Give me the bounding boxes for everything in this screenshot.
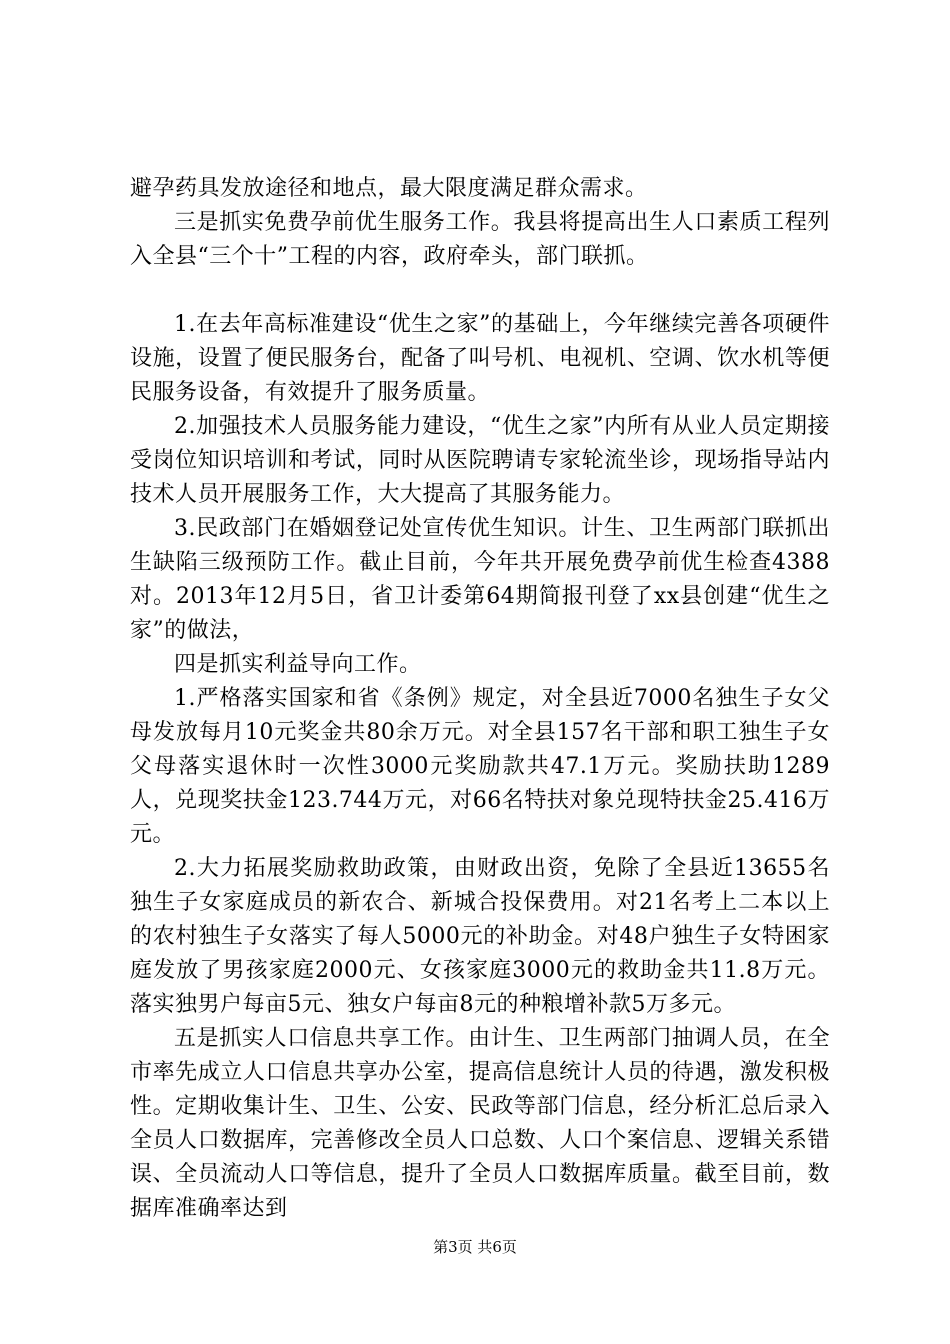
page-number-footer: 第3页 共6页 — [433, 1238, 517, 1256]
paragraph-section-four: 四是抓实利益导向工作。 — [174, 652, 422, 677]
paragraph-item-3-3: 3.民政部门在婚姻登记处宣传优生知识。计生、卫生两部门联抓出生缺陷三级预防工作。截止目前，今年共开展免费孕前优生检查4388对。2013年12月5日，省卫计委第64期简报刊登了xx县创建“优生之家”的做法， — [130, 516, 830, 643]
paragraph-continuation: 避孕药具发放途径和地点，最大限度满足群众需求。 — [130, 176, 648, 201]
paragraph-section-three: 三是抓实免费孕前优生服务工作。我县将提高出生人口素质工程列入全县“三个十”工程的内容，政府牵头，部门联抓。 — [130, 210, 830, 269]
paragraph-gap — [130, 274, 830, 308]
paragraph-item-4-1: 1.严格落实国家和省《条例》规定，对全县近7000名独生子女父母发放每月10元奖金共80余万元。对全县157名干部和职工独生子女父母落实退休时一次性3000元奖励款共47.1万元。奖励扶助1289人，兑现奖扶金123.744万元，对66名特扶对象兑现特扶金25.416万元。 — [130, 686, 830, 847]
paragraph-section-five: 五是抓实人口信息共享工作。由计生、卫生两部门抽调人员，在全市率先成立人口信息共享办公室，提高信息统计人员的待遇，激发积极性。定期收集计生、卫生、公安、民政等部门信息，经分析汇总后录入全员人口数据库，完善修改全员人口总数、人口个案信息、逻辑关系错误、全员流动人口等信息，提升了全员人口数据库质量。截至目前，数据库准确率达到 — [130, 1026, 830, 1221]
paragraph-item-4-2: 2.大力拓展奖励救助政策，由财政出资，免除了全县近13655名独生子女家庭成员的新农合、新城合投保费用。对21名考上二本以上的农村独生子女落实了每人5000元的补助金。对48户独生子女特困家庭发放了男孩家庭2000元、女孩家庭3000元的救助金共11.8万元。落实独男户每亩5元、独女户每亩8元的种粮增补款5万多元。 — [130, 856, 830, 1017]
document-body — [130, 172, 830, 1226]
paragraph-item-3-1: 1.在去年高标准建设“优生之家”的基础上，今年继续完善各项硬件设施，设置了便民服务台，配备了叫号机、电视机、空调、饮水机等便民服务设备，有效提升了服务质量。 — [130, 312, 830, 405]
paragraph-item-3-2: 2.加强技术人员服务能力建设，“优生之家”内所有从业人员定期接受岗位知识培训和考试，同时从医院聘请专家轮流坐诊，现场指导站内技术人员开展服务工作，大大提高了其服务能力。 — [130, 414, 830, 507]
